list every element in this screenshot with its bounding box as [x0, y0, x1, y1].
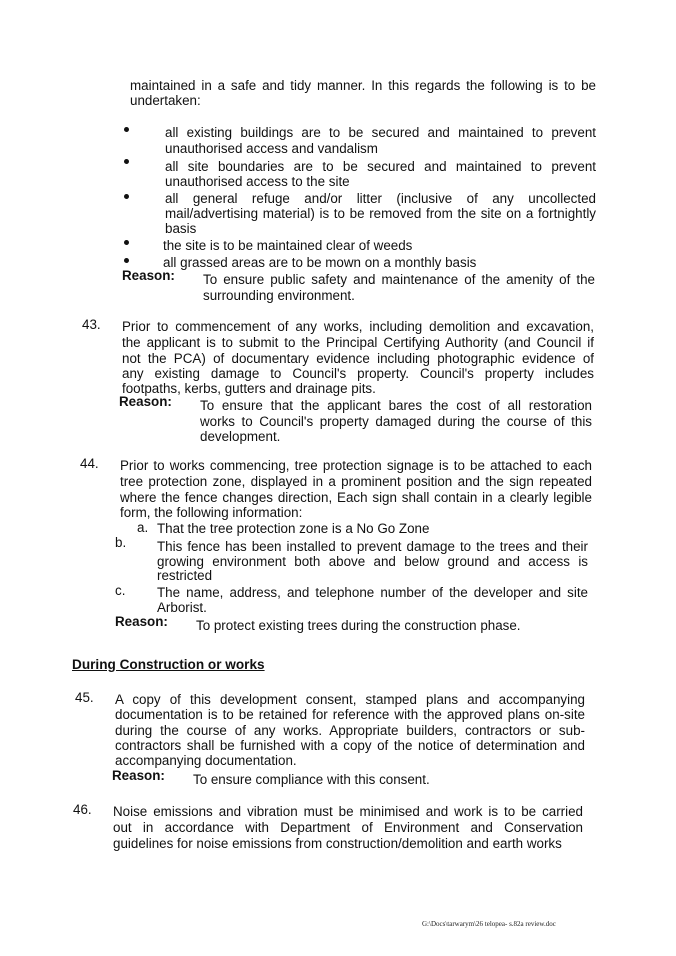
condition-text: not the PCA) of documentary evidence including photographic evidence of: [122, 351, 594, 366]
condition-text: tree protection zone, displayed in a prominent position and the sign repeated: [120, 474, 592, 489]
reason-text: To ensure that the applicant bares the cost of all restoration: [200, 398, 592, 413]
list-marker: a.: [137, 520, 149, 535]
intro-line: undertaken:: [130, 93, 201, 108]
bullet-text: unauthorised access to the site: [165, 174, 350, 189]
bullet-text: all general refuge and/or litter (inclusive of any uncollected: [165, 191, 596, 206]
condition-text: guidelines for noise emissions from construction/demolition and earth works: [113, 836, 562, 851]
footer-file-path: G:\Docs\tarwarym\26 telopea- s.82a review.doc: [422, 920, 556, 928]
list-marker: c.: [115, 583, 126, 598]
condition-text: form, the following information:: [120, 505, 303, 520]
intro-line: maintained in a safe and tidy manner. In this regards the following is to be: [130, 78, 596, 93]
reason-text: To ensure compliance with this consent.: [193, 772, 430, 787]
reason-text: To ensure public safety and maintenance of the amenity of the: [203, 272, 595, 287]
condition-text: out in accordance with Department of Environment and Conservation: [113, 820, 583, 835]
reason-text: To protect existing trees during the construction phase.: [196, 618, 521, 633]
bullet-dot: [124, 240, 129, 245]
reason-text: works to Council's property damaged during the course of this: [200, 414, 592, 429]
section-heading: During Construction or works: [72, 657, 265, 672]
list-item: This fence has been installed to prevent damage to the trees and their: [157, 539, 588, 554]
condition-text: accompanying documentation.: [115, 753, 297, 768]
reason-label: Reason:: [112, 768, 165, 783]
condition-text: the applicant is to submit to the Principal Certifying Authority (and Council if: [122, 335, 594, 350]
bullet-text: mail/advertising material) is to be removed from the site on a fortnightly: [165, 206, 596, 221]
bullet-dot: [124, 127, 129, 132]
list-item: growing environment both above and below ground and access is: [157, 554, 588, 569]
bullet-text: all grassed areas are to be mown on a monthly basis: [163, 255, 477, 270]
bullet-text: unauthorised access and vandalism: [165, 141, 378, 156]
condition-number: 43.: [82, 317, 101, 332]
condition-text: Noise emissions and vibration must be minimised and work is to be carried: [113, 804, 583, 819]
bullet-text: all site boundaries are to be secured and maintained to prevent: [165, 159, 596, 174]
reason-label: Reason:: [115, 614, 168, 629]
reason-label: Reason:: [122, 268, 175, 283]
condition-text: during the course of any works. Appropriate builders, contractors or sub-: [115, 723, 585, 738]
condition-text: documentation is to be retained for reference with the approved plans on-site: [115, 707, 585, 722]
bullet-dot: [124, 258, 129, 263]
condition-text: any existing damage to Council's property. Council's property includes: [122, 366, 594, 381]
list-item: restricted: [157, 568, 213, 583]
reason-text: surrounding environment.: [203, 288, 355, 303]
condition-text: Prior to works commencing, tree protection signage is to be attached to each: [120, 458, 592, 473]
condition-text: where the fence changes direction, Each sign shall contain in a clearly legible: [120, 490, 592, 505]
bullet-text: all existing buildings are to be secured and maintained to prevent: [165, 125, 596, 140]
bullet-dot: [124, 159, 129, 164]
condition-text: A copy of this development consent, stamped plans and accompanying: [115, 692, 585, 707]
bullet-dot: [124, 194, 129, 199]
reason-text: development.: [200, 429, 281, 444]
condition-text: Prior to commencement of any works, including demolition and excavation,: [122, 319, 594, 334]
list-item: The name, address, and telephone number of the developer and site: [157, 585, 588, 600]
list-item: That the tree protection zone is a No Go Zone: [157, 521, 430, 536]
condition-text: contractors shall be furnished with a copy of the notice of determination and: [115, 738, 585, 753]
condition-text: footpaths, kerbs, gutters and drainage pits.: [122, 381, 376, 396]
reason-label: Reason:: [119, 394, 172, 409]
condition-number: 45.: [75, 690, 94, 705]
list-item: Arborist.: [157, 600, 207, 615]
bullet-text: the site is to be maintained clear of weeds: [163, 238, 413, 253]
bullet-text: basis: [165, 221, 197, 236]
list-marker: b.: [115, 535, 127, 550]
condition-number: 46.: [73, 802, 92, 817]
condition-number: 44.: [80, 456, 99, 471]
